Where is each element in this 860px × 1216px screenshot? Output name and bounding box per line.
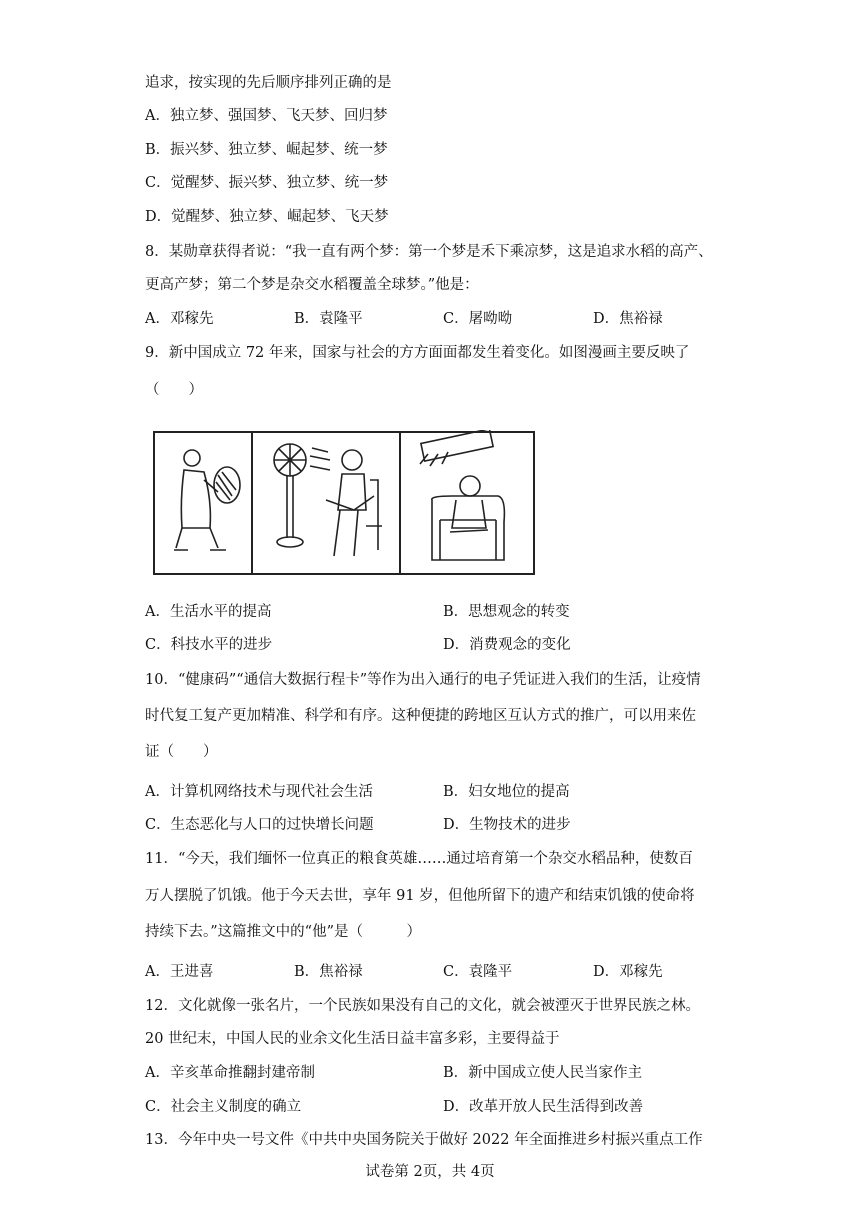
q7-option-a: A．独立梦、强国梦、飞天梦、回归梦 bbox=[145, 108, 388, 124]
q9-option-a: A．生活水平的提高 bbox=[145, 604, 272, 620]
q8-option-d: D．焦裕禄 bbox=[593, 311, 663, 327]
air-conditioner-icon bbox=[420, 430, 493, 466]
q8-option-a: A．邓稼先 bbox=[145, 311, 214, 327]
electric-fan-icon bbox=[274, 444, 330, 547]
q7-option-c: C．觉醒梦、振兴梦、独立梦、统一梦 bbox=[145, 175, 389, 191]
q10-option-b: B．妇女地位的提高 bbox=[443, 784, 570, 800]
fan-icon bbox=[174, 450, 240, 550]
q12-option-d: D．改革开放人民生活得到改善 bbox=[443, 1099, 644, 1115]
q11-option-c: C．袁隆平 bbox=[443, 964, 513, 980]
q13-stem-line-1: 13．今年中央一号文件《中共中央国务院关于做好 2022 年全面推进乡村振兴重点工作 bbox=[145, 1132, 703, 1148]
q9-option-b: B．思想观念的转变 bbox=[443, 604, 570, 620]
q10-stem-line-3: 证（ ） bbox=[145, 744, 218, 760]
q10-stem-line-1: 10．“健康码”“通信大数据行程卡”等作为出入通行的电子凭证进入我们的生活，让疫情 bbox=[145, 672, 701, 688]
q8-option-c: C．屠呦呦 bbox=[443, 311, 513, 327]
q9-stem-line-2: （ ） bbox=[145, 382, 203, 398]
q7-stem-tail: 追求，按实现的先后顺序排列正确的是 bbox=[145, 75, 392, 91]
q9-stem-line-1: 9．新中国成立 72 年来，国家与社会的方方面面都发生着变化。如图漫画主要反映了 bbox=[145, 345, 690, 361]
q8-option-b: B．袁隆平 bbox=[294, 311, 363, 327]
q8-stem-line-2: 更高产梦；第二个梦是杂交水稻覆盖全球梦。”他是： bbox=[145, 277, 479, 293]
q11-stem-line-2: 万人摆脱了饥饿。他于今天去世，享年 91 岁，但他所留下的遗产和结束饥饿的使命将 bbox=[145, 888, 695, 904]
q12-option-c: C．社会主义制度的确立 bbox=[145, 1099, 302, 1115]
q12-stem-line-2: 20 世纪末，中国人民的业余文化生活日益丰富多彩，主要得益于 bbox=[145, 1031, 560, 1047]
q10-option-c: C．生态恶化与人口的过快增长问题 bbox=[145, 817, 374, 833]
q12-stem-line-1: 12．文化就像一张名片，一个民族如果没有自己的文化，就会被湮灭于世界民族之林。 bbox=[145, 998, 700, 1014]
q11-option-a: A．王进喜 bbox=[145, 964, 214, 980]
page-footer: 试卷第 2页，共 4页 bbox=[365, 1164, 495, 1180]
q11-stem-line-3: 持续下去。”这篇推文中的“他”是（ ） bbox=[145, 924, 421, 940]
q11-stem-line-1: 11．“今天，我们缅怀一位真正的粮食英雄……通过培育第一个杂交水稻品种，使数百 bbox=[145, 851, 693, 867]
reading-man-icon bbox=[326, 450, 382, 556]
q7-option-d: D．觉醒梦、独立梦、崛起梦、飞天梦 bbox=[145, 209, 389, 225]
q11-option-d: D．邓稼先 bbox=[593, 964, 663, 980]
q9-option-d: D．消费观念的变化 bbox=[443, 637, 571, 653]
q10-option-d: D．生物技术的进步 bbox=[443, 817, 571, 833]
q9-option-c: C．科技水平的进步 bbox=[145, 637, 273, 653]
q12-option-b: B．新中国成立使人民当家作主 bbox=[443, 1065, 643, 1081]
q9-cartoon bbox=[152, 430, 536, 578]
armchair-man-icon bbox=[432, 476, 505, 560]
q10-option-a: A．计算机网络技术与现代社会生活 bbox=[145, 784, 373, 800]
q11-option-b: B．焦裕禄 bbox=[294, 964, 363, 980]
q10-stem-line-2: 时代复工复产更加精准、科学和有序。这种便捷的跨地区互认方式的推广，可以用来佐 bbox=[145, 708, 696, 724]
q8-stem-line-1: 8．某勋章获得者说：“我一直有两个梦：第一个梦是禾下乘凉梦，这是追求水稻的高产、 bbox=[145, 244, 713, 260]
q12-option-a: A．辛亥革命推翻封建帝制 bbox=[145, 1065, 315, 1081]
q7-option-b: B．振兴梦、独立梦、崛起梦、统一梦 bbox=[145, 142, 388, 158]
